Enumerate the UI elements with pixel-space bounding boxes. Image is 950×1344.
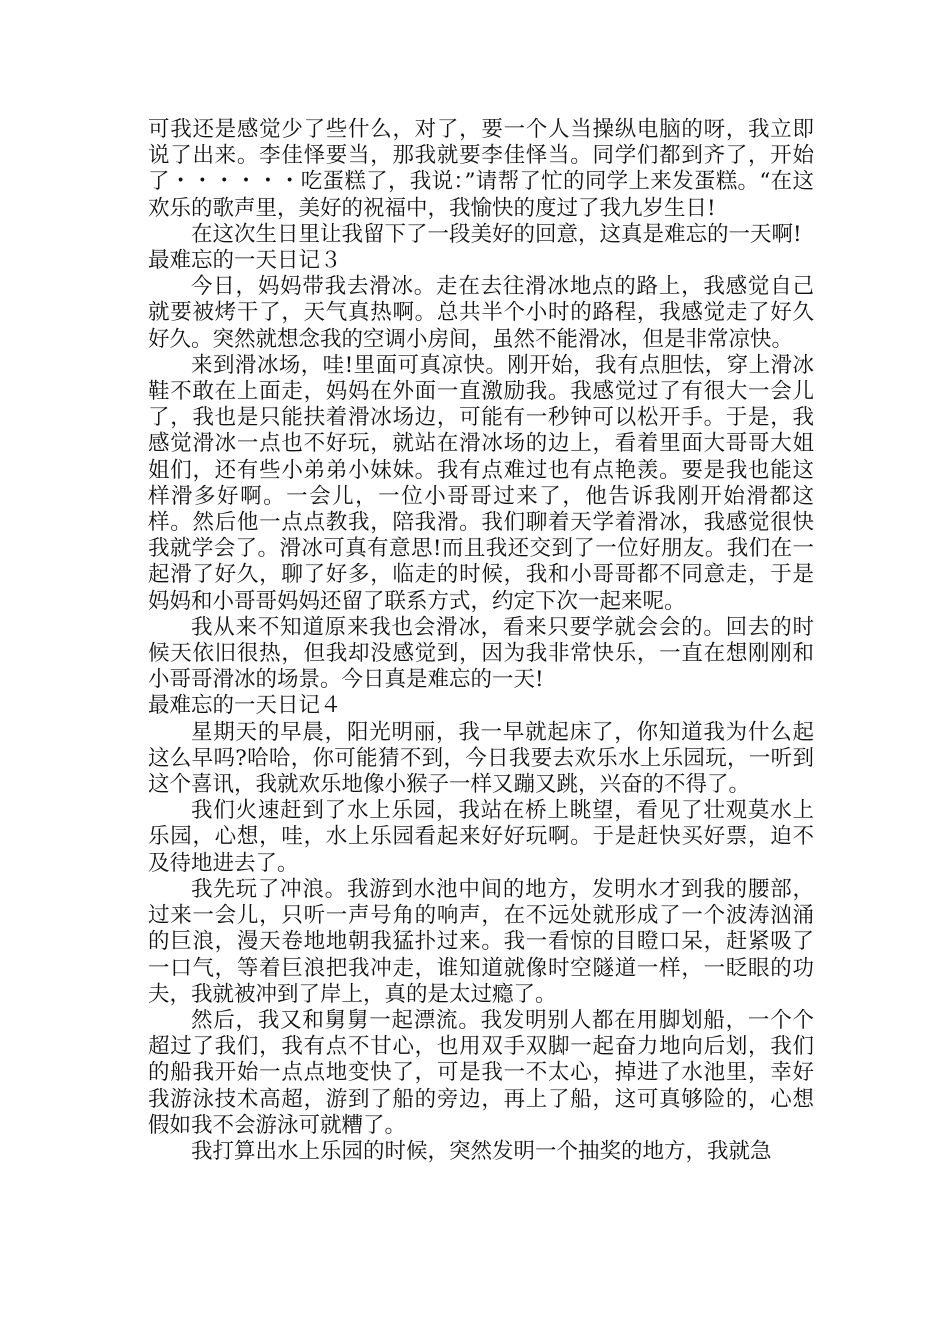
section-heading: 最难忘的一天日记３ [148, 248, 342, 274]
paragraph: 来到滑冰场，哇!里面可真凉快。刚开始，我有点胆怯，穿上滑冰鞋不敢在上面走，妈妈在外面一直激励我。我感觉过了有很大一会儿了，我也是只能扶着滑冰场边，可能有一秒钟可以松开手。于是，我感觉滑冰一点也不好玩，就站在滑冰场的边上，看着里面大哥哥大姐姐们，还有些小弟弟小妹妹。我有点难过也有点艳羡。要是我也能这样滑多好啊。一会儿，一位小哥哥过来了，他告诉我刚开始滑都这样。然后他一点点教我，陪我滑。我们聊着天学着滑冰，我感觉很快我就学会了。滑冰可真有意思!而且我还交到了一位好朋友。我们在一起滑了好久，聊了好多，临走的时候，我和小哥哥都不同意走，于是妈妈和小哥哥妈妈还留了联系方式，约定下次一起来呢。 [148, 352, 814, 614]
paragraph: 我从来不知道原来我也会滑冰，看来只要学就会会的。回去的时候天依旧很热，但我却没感觉到，因为我非常快乐，一直在想刚刚和小哥哥滑冰的场景。今日真是难忘的一天! [148, 614, 814, 693]
paragraph: 我打算出水上乐园的时候，突然发明一个抽奖的地方，我就急 [191, 1138, 772, 1164]
paragraph: 今日，妈妈带我去滑冰。走在去往滑冰地点的路上，我感觉自己就要被烤干了，天气真热啊。总共半个小时的路程，我感觉走了好久好久。突然就想念我的空调小房间，虽然不能滑冰，但是非常凉快。 [148, 274, 814, 352]
paragraph: 我们火速赶到了水上乐园，我站在桥上眺望，看见了壮观莫水上乐园，心想，哇，水上乐园看起来好好玩啊。于是赶快买好票，迫不及待地进去了。 [148, 798, 814, 876]
section-heading: 最难忘的一天日记４ [148, 693, 342, 719]
paragraph: 在这次生日里让我留下了一段美好的回意，这真是难忘的一天啊! [191, 221, 802, 247]
document-body [148, 117, 814, 1165]
paragraph: 可我还是感觉少了些什么，对了，要一个人当操纵电脑的呀，我立即说了出来。李佳怿要当，那我就要李佳怿当。同学们都到齐了，开始了・・・・・・吃蛋糕了，我说：”请帮了忙的同学上来发蛋糕。“在这欢乐的歌声里，美好的祝福中，我愉快的度过了我九岁生日! [148, 117, 814, 221]
paragraph: 然后，我又和舅舅一起漂流。我发明别人都在用脚划船，一个个超过了我们，我有点不甘心，也用双手双脚一起奋力地向后划，我们的船我开始一点点地变快了，可是我一不太心，掉进了水池里，幸好我游泳技术高超，游到了船的旁边，再上了船，这可真够险的，心想假如我不会游泳可就糟了。 [148, 1007, 814, 1138]
paragraph: 星期天的早晨，阳光明丽，我一早就起床了，你知道我为什么起这么早吗?哈哈，你可能猜不到，今日我要去欢乐水上乐园玩，一听到这个喜讯，我就欢乐地像小猴子一样又蹦又跳，兴奋的不得了。 [148, 719, 814, 798]
paragraph: 我先玩了冲浪。我游到水池中间的地方，发明水才到我的腰部，过来一会儿，只听一声号角的响声，在不远处就形成了一个波涛汹涌的巨浪，漫天卷地地朝我猛扑过来。我一看惊的目瞪口呆，赶紧吸了一口气，等着巨浪把我冲走，谁知道就像时空隧道一样，一眨眼的功夫，我就被冲到了岸上，真的是太过瘾了。 [148, 876, 814, 1007]
